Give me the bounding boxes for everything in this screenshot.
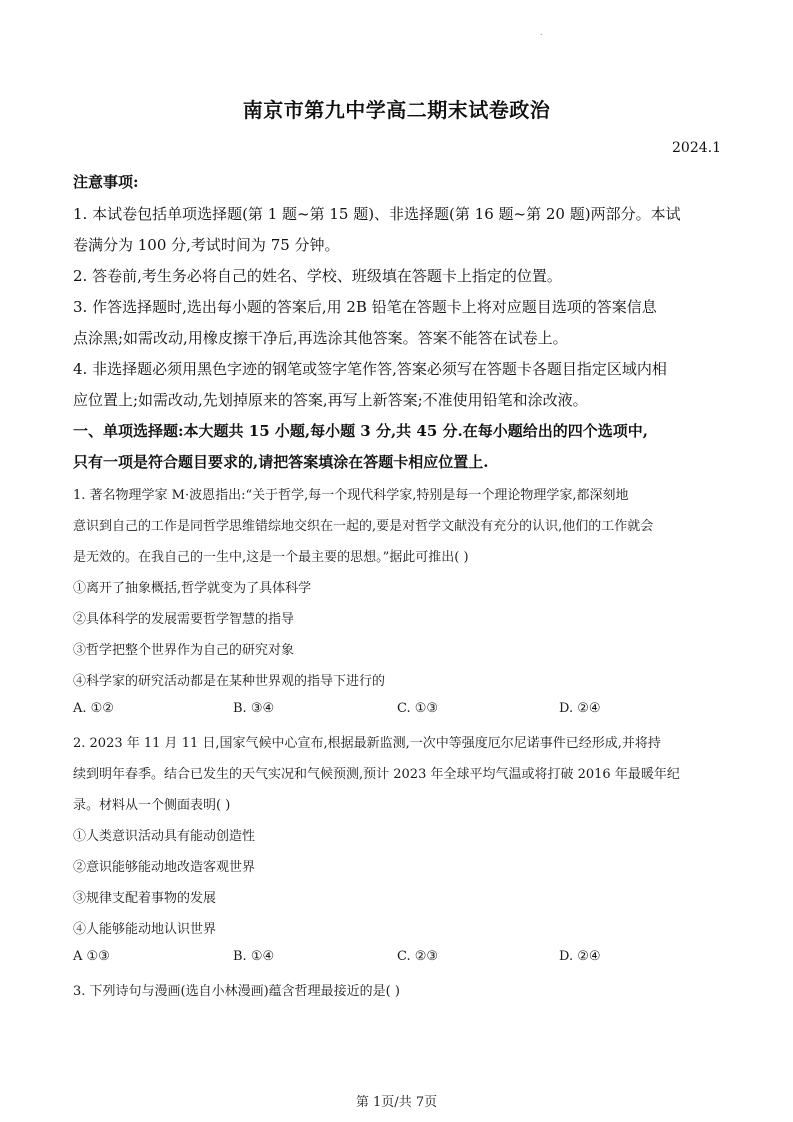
q1-item: ①离开了抽象概括,哲学就变为了具体科学 — [73, 581, 312, 596]
q2-option-d: D. ②④ — [559, 949, 601, 964]
q1-item: ③哲学把整个世界作为自己的研究对象 — [73, 643, 295, 658]
q3-stem: 3. 下列诗句与漫画(选自小林漫画)蕴含哲理最接近的是( ) — [73, 984, 400, 999]
section-heading: 一、单项选择题:本大题共 15 小题,每小题 3 分,共 45 分.在每小题给出的四个选项中, — [73, 422, 648, 440]
page-number: 第 1页/共 7页 — [355, 1095, 438, 1110]
q2-option-a: A ①③ — [73, 949, 110, 964]
notice-line: 点涂黑;如需改动,用橡皮擦干净后,再选涂其他答案。答案不能答在试卷上。 — [73, 329, 568, 347]
q1-stem: 1. 著名物理学家 M·波恩指出:“关于哲学,每一个现代科学家,特别是每一个理论物理学家,都深刻地 — [73, 488, 629, 503]
section-heading: 只有一项是符合题目要求的,请把答案填涂在答题卡相应位置上. — [73, 453, 489, 471]
q2-stem: 2. 2023 年 11 月 11 日,国家气候中心宣布,根据最新监测,一次中等强度厄尔尼诺事件已经形成,并将持 — [73, 736, 661, 751]
q1-item: ④科学家的研究活动都是在某种世界观的指导下进行的 — [73, 674, 386, 689]
notice-line: 应位置上;如需改动,先划掉原来的答案,再写上新答案;不准使用铅笔和涂改液。 — [73, 391, 588, 409]
q1-option-d: D. ②④ — [559, 701, 601, 716]
q2-item: ②意识能够能动地改造客观世界 — [73, 860, 256, 875]
notice-line: 4. 非选择题必须用黑色字迹的钢笔或签字笔作答,答案必须写在答题卡各题目指定区域内相 — [73, 360, 667, 378]
q1-option-a: A. ①② — [73, 701, 114, 716]
notice-line: 卷满分为 100 分,考试时间为 75 分钟。 — [73, 236, 340, 254]
exam-date: 2024.1 — [672, 140, 721, 156]
q1-stem: 意识到自己的工作是同哲学思维错综地交织在一起的,要是对哲学文献没有充分的认识,他们的工作就会 — [73, 519, 654, 534]
q1-option-b: B. ③④ — [233, 701, 275, 716]
notice-line: 3. 作答选择题时,选出每小题的答案后,用 2B 铅笔在答题卡上将对应题目选项的答案信息 — [73, 298, 657, 316]
q2-option-c: C. ②③ — [397, 949, 439, 964]
page-title: 南京市第九中学高二期末试卷政治 — [242, 98, 551, 122]
q2-option-b: B. ①④ — [233, 949, 275, 964]
notice-heading: 注意事项: — [73, 173, 139, 191]
q1-stem: 是无效的。在我自己的一生中,这是一个最主要的思想。”据此可推出( ) — [73, 550, 469, 565]
q2-stem: 续到明年春季。结合已发生的天气实况和气候预测,预计 2023 年全球平均气温或将打破 2016 年最暖年纪 — [73, 767, 680, 782]
notice-line: 2. 答卷前,考生务必将自己的姓名、学校、班级填在答题卡上指定的位置。 — [73, 267, 562, 285]
notice-line: 1. 本试卷包括单项选择题(第 1 题~第 15 题)、非选择题(第 16 题~第 20 题)两部分。本试 — [73, 205, 681, 223]
q2-item: ④人能够能动地认识世界 — [73, 922, 217, 937]
q2-item: ③规律支配着事物的发展 — [73, 891, 217, 906]
q2-stem: 录。材料从一个侧面表明( ) — [73, 798, 231, 813]
q2-item: ①人类意识活动具有能动创造性 — [73, 829, 256, 844]
scan-dot: . — [540, 28, 543, 37]
q1-option-c: C. ①③ — [397, 701, 439, 716]
q1-item: ②具体科学的发展需要哲学智慧的指导 — [73, 612, 295, 627]
